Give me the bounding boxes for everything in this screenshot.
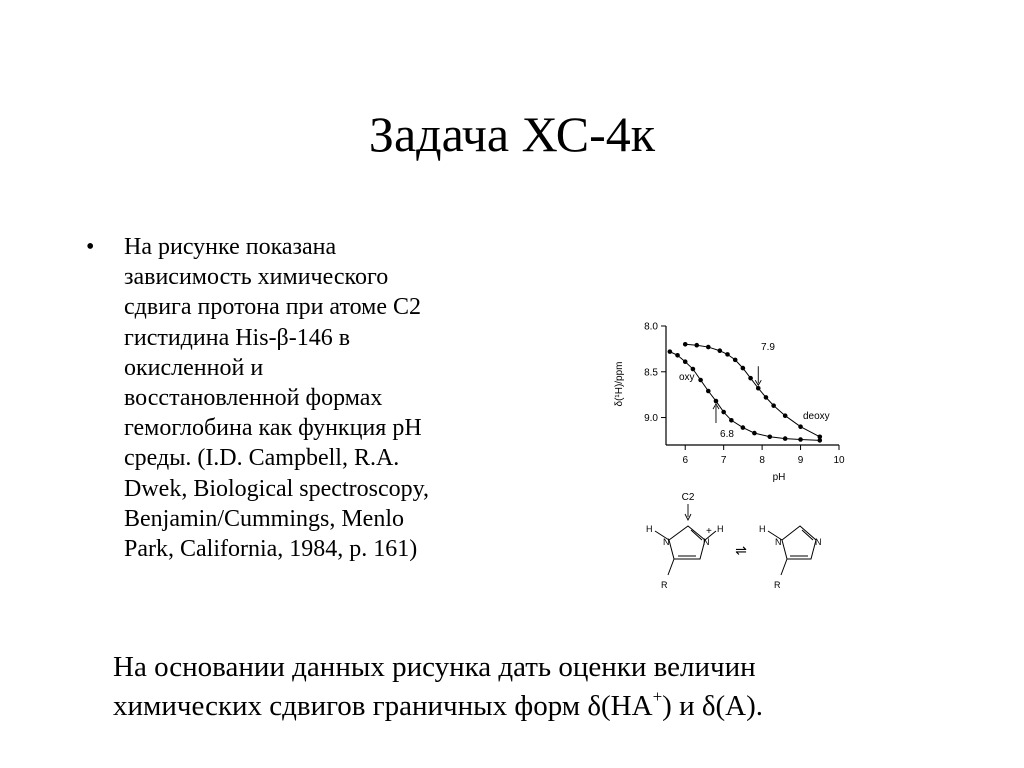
slide-title: Задача ХС-4к	[368, 106, 656, 162]
c2-label: C2	[681, 492, 695, 503]
data-point-oxy	[714, 399, 719, 404]
list-item	[86, 232, 489, 564]
data-point-oxy	[741, 425, 746, 430]
data-point-deoxy	[756, 386, 761, 391]
equilibrium-arrows-icon: ⇌	[735, 542, 747, 558]
series-label-deoxy: deoxy	[803, 411, 830, 422]
y-tick-label: 8.0	[644, 321, 658, 333]
data-point-oxy	[817, 438, 822, 443]
atom-h-left: H	[646, 524, 653, 534]
data-point-deoxy	[706, 345, 711, 350]
task-text-part-2: ) и δ(A).	[662, 690, 764, 722]
atom-n-right-2: N	[815, 537, 822, 547]
task-superscript-plus: +	[652, 687, 663, 706]
atom-n-left-2: N	[775, 537, 782, 547]
data-point-oxy	[675, 353, 680, 358]
data-point-oxy	[768, 434, 773, 439]
data-point-oxy	[683, 359, 688, 364]
pk-label-oxy: 6.8	[720, 429, 734, 440]
data-point-oxy	[721, 410, 726, 415]
data-point-oxy	[706, 389, 711, 394]
series-label-oxy: oxy	[679, 372, 695, 383]
task-text-part-1: На основании данных рисунка дать оценки величин химических сдвигов граничных форм δ(HA	[113, 651, 756, 722]
atom-r-left-2: R	[774, 580, 781, 590]
data-point-deoxy	[725, 352, 730, 357]
data-point-deoxy	[718, 348, 723, 353]
y-tick-label: 9.0	[644, 413, 658, 425]
atom-r-left: R	[661, 580, 668, 590]
data-point-deoxy	[783, 413, 788, 418]
data-point-oxy	[691, 367, 696, 372]
data-point-deoxy	[764, 395, 769, 400]
bullet-list	[86, 232, 489, 564]
data-point-deoxy	[741, 366, 746, 371]
data-point-oxy	[698, 378, 703, 383]
bullet-icon: •	[86, 234, 95, 260]
atom-n-left: N	[663, 537, 670, 547]
titration-chart	[614, 322, 845, 484]
x-tick-label: 6	[682, 455, 689, 466]
data-point-deoxy	[733, 358, 738, 363]
nmr-figure	[606, 312, 846, 602]
x-tick-label: 10	[833, 455, 845, 466]
data-point-deoxy	[798, 424, 803, 429]
pk-label-deoxy: 7.9	[761, 342, 775, 353]
imidazole-ring	[759, 524, 822, 590]
data-point-deoxy	[771, 403, 776, 408]
atom-n-right: N	[703, 537, 710, 547]
imidazolium-ring	[646, 524, 724, 590]
data-point-oxy	[752, 431, 757, 436]
y-axis-label: δ(¹H)/ppm	[614, 361, 625, 407]
data-point-oxy	[668, 349, 673, 354]
data-point-deoxy	[683, 342, 688, 347]
nmr-figure-svg	[606, 312, 846, 602]
data-point-deoxy	[748, 376, 753, 381]
bullet-text: На рисунке показана зависимость химического сдвига протона при атоме С2 гистидина His-β-146 в окисленной и восстановленной формах гемоглобина как функция pH среды. (I.D. Campbell, R.A. Dwek, Biological spectroscopy, Benjamin/Cummings, Menlo Park, California, 1984, p. 161)	[124, 234, 430, 563]
atom-h-left-2: H	[759, 524, 766, 534]
data-point-oxy	[783, 436, 788, 441]
x-axis-label: pH	[772, 472, 786, 483]
imidazole-ring-bonds	[768, 526, 816, 575]
x-tick-label: 9	[797, 455, 804, 466]
task-statement	[113, 648, 973, 726]
plus-charge: +	[706, 526, 712, 537]
data-point-oxy	[729, 418, 734, 423]
x-tick-label: 7	[720, 455, 727, 466]
histidine-equilibrium	[646, 492, 822, 590]
y-tick-label: 8.5	[644, 367, 658, 379]
data-point-deoxy	[694, 343, 699, 348]
data-point-oxy	[798, 437, 803, 442]
series-line-deoxy	[685, 344, 820, 436]
x-tick-label: 8	[759, 455, 765, 466]
atom-h-right: H	[717, 524, 724, 534]
